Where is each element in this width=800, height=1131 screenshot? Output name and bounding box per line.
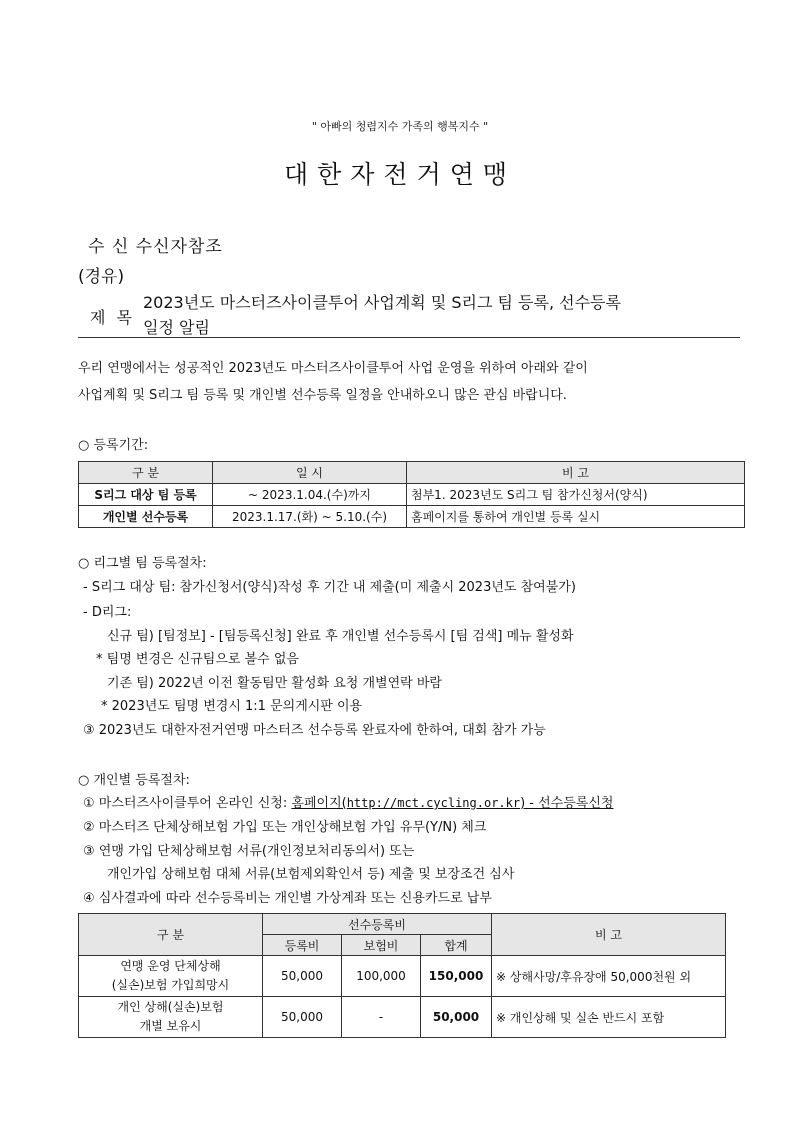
league-line: 기존 팀) 2022년 이전 활동팀만 활성화 요청 개별연락 바람 [107, 676, 442, 691]
league-line: * 2023년도 팀명 변경시 1:1 문의게시판 이용 [101, 699, 363, 714]
header-datetime: 일 시 [213, 462, 407, 484]
cell: 150,000 [421, 956, 492, 997]
cell: 2023.1.17.(화) ~ 5.10.(수) [213, 506, 407, 528]
period-title: ○ 등록기간: [78, 438, 149, 453]
category-line: 개인 상해(실손)보험 [117, 1000, 224, 1014]
table-row [79, 997, 726, 1038]
header-insurance-fee: 보험비 [342, 935, 421, 956]
header-note: 비 고 [407, 462, 745, 484]
table-row [79, 956, 726, 997]
organization-name: 대한자전거연맹 [283, 160, 517, 189]
cell: 50,000 [263, 997, 342, 1038]
period-table [78, 461, 745, 528]
step-text: ① 마스터즈사이클투어 온라인 신청: [83, 796, 292, 811]
recipient: 수 신 수신자참조 [88, 237, 223, 257]
cell: 개인별 선수등록 [79, 506, 213, 528]
fee-table [78, 913, 726, 1038]
category-line: 연맹 운영 단체상해 [120, 959, 221, 973]
divider [78, 337, 740, 338]
league-line: - D리그: [83, 605, 132, 620]
league-line: 신규 팀) [팀정보] - [팀등록신청] 완료 후 개인별 선수등록시 [팀 검색] 메뉴 활성화 [107, 629, 574, 644]
homepage-url-link[interactable]: http://mct.cycling.or.kr [346, 796, 521, 810]
header-reg-fee: 등록비 [263, 935, 342, 956]
league-title: ○ 리그별 팀 등록절차: [78, 556, 207, 571]
category-line: 개별 보유시 [139, 1019, 202, 1033]
cell: 홈페이지를 통하여 개인별 등록 실시 [407, 506, 745, 528]
cell: 첨부1. 2023년도 S리그 팀 참가신청서(양식) [407, 484, 745, 506]
cell: ~ 2023.1.04.(수)까지 [213, 484, 407, 506]
header-category: 구 분 [79, 462, 213, 484]
table-header-row [79, 914, 726, 935]
individual-step-3b: 개인가입 상해보험 대체 서류(보험제외확인서 등) 제출 및 보장조건 심사 [107, 867, 515, 882]
table-row [79, 506, 745, 528]
individual-step-3: ③ 연맹 가입 단체상해보험 서류(개인정보처리동의서) 또는 [83, 844, 415, 859]
via: (경유) [78, 267, 125, 287]
individual-step-2: ② 마스터즈 단체상해보험 가입 또는 개인상해보험 가입 유무(Y/N) 체크 [83, 820, 487, 835]
subject-line-1: 2023년도 마스터즈사이클투어 사업계획 및 S리그 팀 등록, 선수등록 [143, 293, 621, 312]
individual-title: ○ 개인별 등록절차: [78, 773, 190, 788]
homepage-link-suffix[interactable]: ) - 선수등록신청 [520, 796, 614, 811]
cell: 50,000 [263, 956, 342, 997]
cell: 50,000 [421, 997, 492, 1038]
cell [79, 997, 263, 1038]
league-line: - S리그 대상 팀: 참가신청서(양식)작성 후 기간 내 제출(미 제출시 2023년도 참여불가) [83, 580, 576, 595]
individual-step-1 [83, 792, 613, 811]
category-line: (실손)보험 가입희망시 [111, 978, 230, 992]
intro-line-2: 사업계획 및 S리그 팀 등록 및 개인별 선수등록 일정을 안내하오니 많은 관심 바랍니다. [78, 388, 567, 403]
header-total: 합계 [421, 935, 492, 956]
subject-label: 제 목 [90, 308, 135, 327]
intro-line-1: 우리 연맹에서는 성공적인 2023년도 마스터즈사이클투어 사업 운영을 위하여 아래와 같이 [78, 361, 588, 376]
subject-line-2: 일정 알림 [143, 318, 210, 337]
cell: - [342, 997, 421, 1038]
slogan: " 아빠의 청렴지수 가족의 행복지수 " [311, 120, 489, 133]
league-line: ③ 2023년도 대한자전거연맹 마스터즈 선수등록 완료자에 한하여, 대회 참가 가능 [83, 723, 546, 738]
header-note: 비 고 [492, 914, 726, 956]
cell: ※ 상해사망/후유장애 50,000천원 외 [492, 956, 726, 997]
cell: S리그 대상 팀 등록 [79, 484, 213, 506]
cell: ※ 개인상해 및 실손 반드시 포함 [492, 997, 726, 1038]
table-row [79, 484, 745, 506]
league-line: * 팀명 변경은 신규팀으로 볼수 없음 [96, 652, 299, 667]
individual-step-4: ④ 심사결과에 따라 선수등록비는 개인별 가상계좌 또는 신용카드로 납부 [83, 891, 492, 906]
homepage-link-label[interactable]: 홈페이지( [291, 796, 347, 811]
cell: 100,000 [342, 956, 421, 997]
cell [79, 956, 263, 997]
header-category: 구 분 [79, 914, 263, 956]
header-fee-group: 선수등록비 [263, 914, 492, 935]
table-header-row [79, 462, 745, 484]
